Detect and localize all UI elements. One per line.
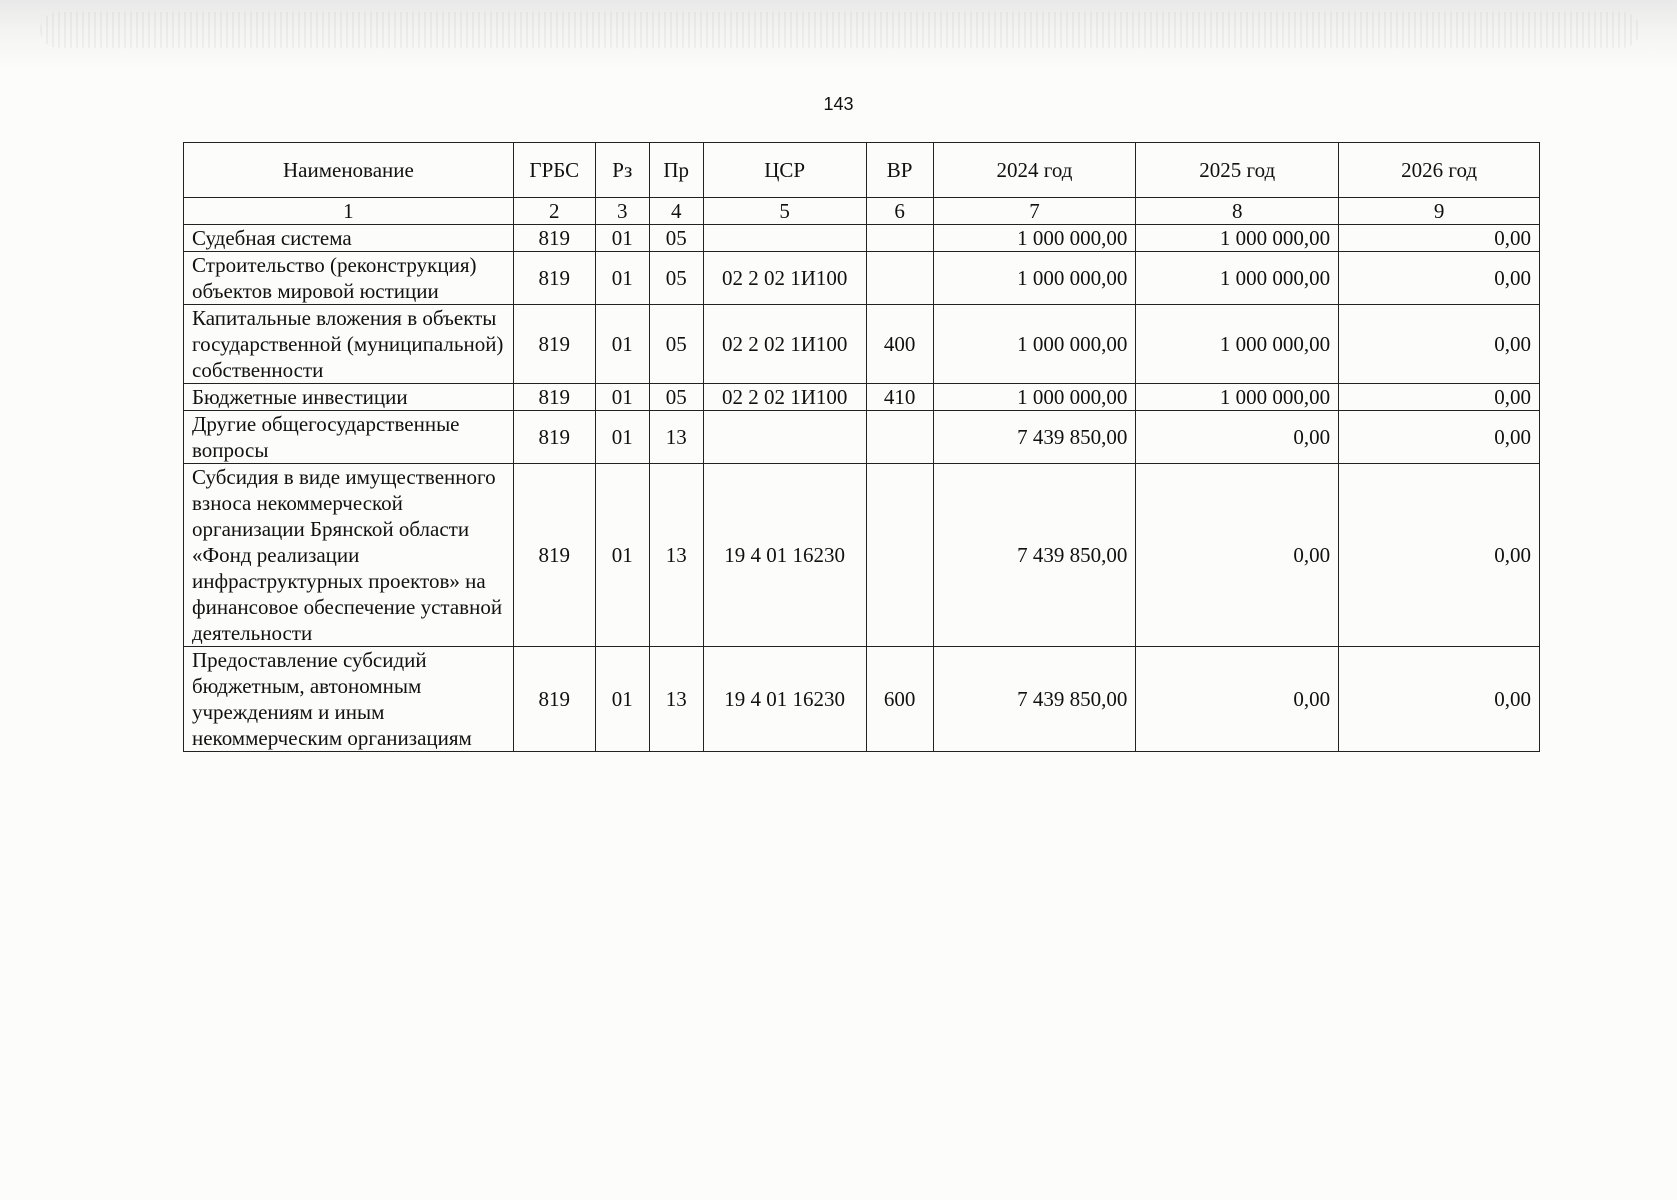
cell-vr [866,464,933,647]
cell-rz: 01 [595,384,649,411]
cell-2025: 1 000 000,00 [1136,305,1339,384]
header-2025: 2025 год [1136,143,1339,198]
cell-2025: 0,00 [1136,464,1339,647]
header-rz: Рз [595,143,649,198]
cell-name: Судебная система [184,225,514,252]
cell-pr: 13 [649,647,703,752]
cell-vr: 600 [866,647,933,752]
header-csr: ЦСР [703,143,866,198]
table-row [184,225,1540,252]
cell-2026: 0,00 [1339,647,1540,752]
cell-grbs: 819 [513,384,595,411]
column-number: 4 [649,198,703,225]
header-vr: ВР [866,143,933,198]
cell-csr: 19 4 01 16230 [703,464,866,647]
header-name: Наименование [184,143,514,198]
cell-pr: 13 [649,411,703,464]
budget-table [183,142,1540,752]
cell-2025: 0,00 [1136,411,1339,464]
cell-pr: 13 [649,464,703,647]
cell-2024: 1 000 000,00 [933,384,1136,411]
table-row [184,384,1540,411]
cell-vr [866,225,933,252]
cell-vr [866,411,933,464]
cell-name: Субсидия в виде имущественного взноса некоммерческой организации Брянской области «Фонд реализации инфраструктурных проектов» на финансовое обеспечение уставной деятельности [184,464,514,647]
cell-csr: 02 2 02 1И100 [703,305,866,384]
cell-vr [866,252,933,305]
cell-name: Бюджетные инвестиции [184,384,514,411]
table-header-row [184,143,1540,198]
column-number-row [184,198,1540,225]
column-number: 3 [595,198,649,225]
cell-grbs: 819 [513,305,595,384]
cell-grbs: 819 [513,647,595,752]
cell-pr: 05 [649,252,703,305]
cell-rz: 01 [595,305,649,384]
cell-name: Строительство (реконструкция) объектов мировой юстиции [184,252,514,305]
cell-csr [703,225,866,252]
table-row [184,305,1540,384]
table-row [184,411,1540,464]
cell-csr: 02 2 02 1И100 [703,384,866,411]
cell-rz: 01 [595,647,649,752]
cell-2026: 0,00 [1339,464,1540,647]
header-pr: Пр [649,143,703,198]
cell-name: Другие общегосударственные вопросы [184,411,514,464]
cell-name: Капитальные вложения в объекты государственной (муниципальной) собственности [184,305,514,384]
header-2024: 2024 год [933,143,1136,198]
column-number: 6 [866,198,933,225]
scan-noise-band [40,12,1640,48]
table-row [184,647,1540,752]
cell-pr: 05 [649,225,703,252]
cell-2024: 1 000 000,00 [933,305,1136,384]
cell-pr: 05 [649,384,703,411]
cell-csr: 02 2 02 1И100 [703,252,866,305]
cell-2026: 0,00 [1339,225,1540,252]
cell-2024: 7 439 850,00 [933,647,1136,752]
table-row [184,464,1540,647]
column-number: 9 [1339,198,1540,225]
table-row [184,252,1540,305]
cell-vr: 410 [866,384,933,411]
column-number: 2 [513,198,595,225]
cell-vr: 400 [866,305,933,384]
cell-grbs: 819 [513,225,595,252]
cell-2025: 0,00 [1136,647,1339,752]
cell-2026: 0,00 [1339,305,1540,384]
column-number: 5 [703,198,866,225]
cell-csr: 19 4 01 16230 [703,647,866,752]
column-number: 1 [184,198,514,225]
cell-rz: 01 [595,464,649,647]
cell-name: Предоставление субсидий бюджетным, автономным учреждениям и иным некоммерческим организациям [184,647,514,752]
cell-grbs: 819 [513,464,595,647]
cell-2026: 0,00 [1339,252,1540,305]
cell-2024: 7 439 850,00 [933,411,1136,464]
cell-pr: 05 [649,305,703,384]
cell-rz: 01 [595,225,649,252]
cell-grbs: 819 [513,411,595,464]
cell-2026: 0,00 [1339,384,1540,411]
cell-2025: 1 000 000,00 [1136,225,1339,252]
cell-2026: 0,00 [1339,411,1540,464]
column-number: 7 [933,198,1136,225]
header-grbs: ГРБС [513,143,595,198]
page-number: 143 [823,94,854,114]
cell-csr [703,411,866,464]
cell-2024: 7 439 850,00 [933,464,1136,647]
header-2026: 2026 год [1339,143,1540,198]
cell-2024: 1 000 000,00 [933,252,1136,305]
cell-rz: 01 [595,252,649,305]
cell-2025: 1 000 000,00 [1136,252,1339,305]
column-number: 8 [1136,198,1339,225]
cell-2025: 1 000 000,00 [1136,384,1339,411]
cell-2024: 1 000 000,00 [933,225,1136,252]
cell-grbs: 819 [513,252,595,305]
cell-rz: 01 [595,411,649,464]
